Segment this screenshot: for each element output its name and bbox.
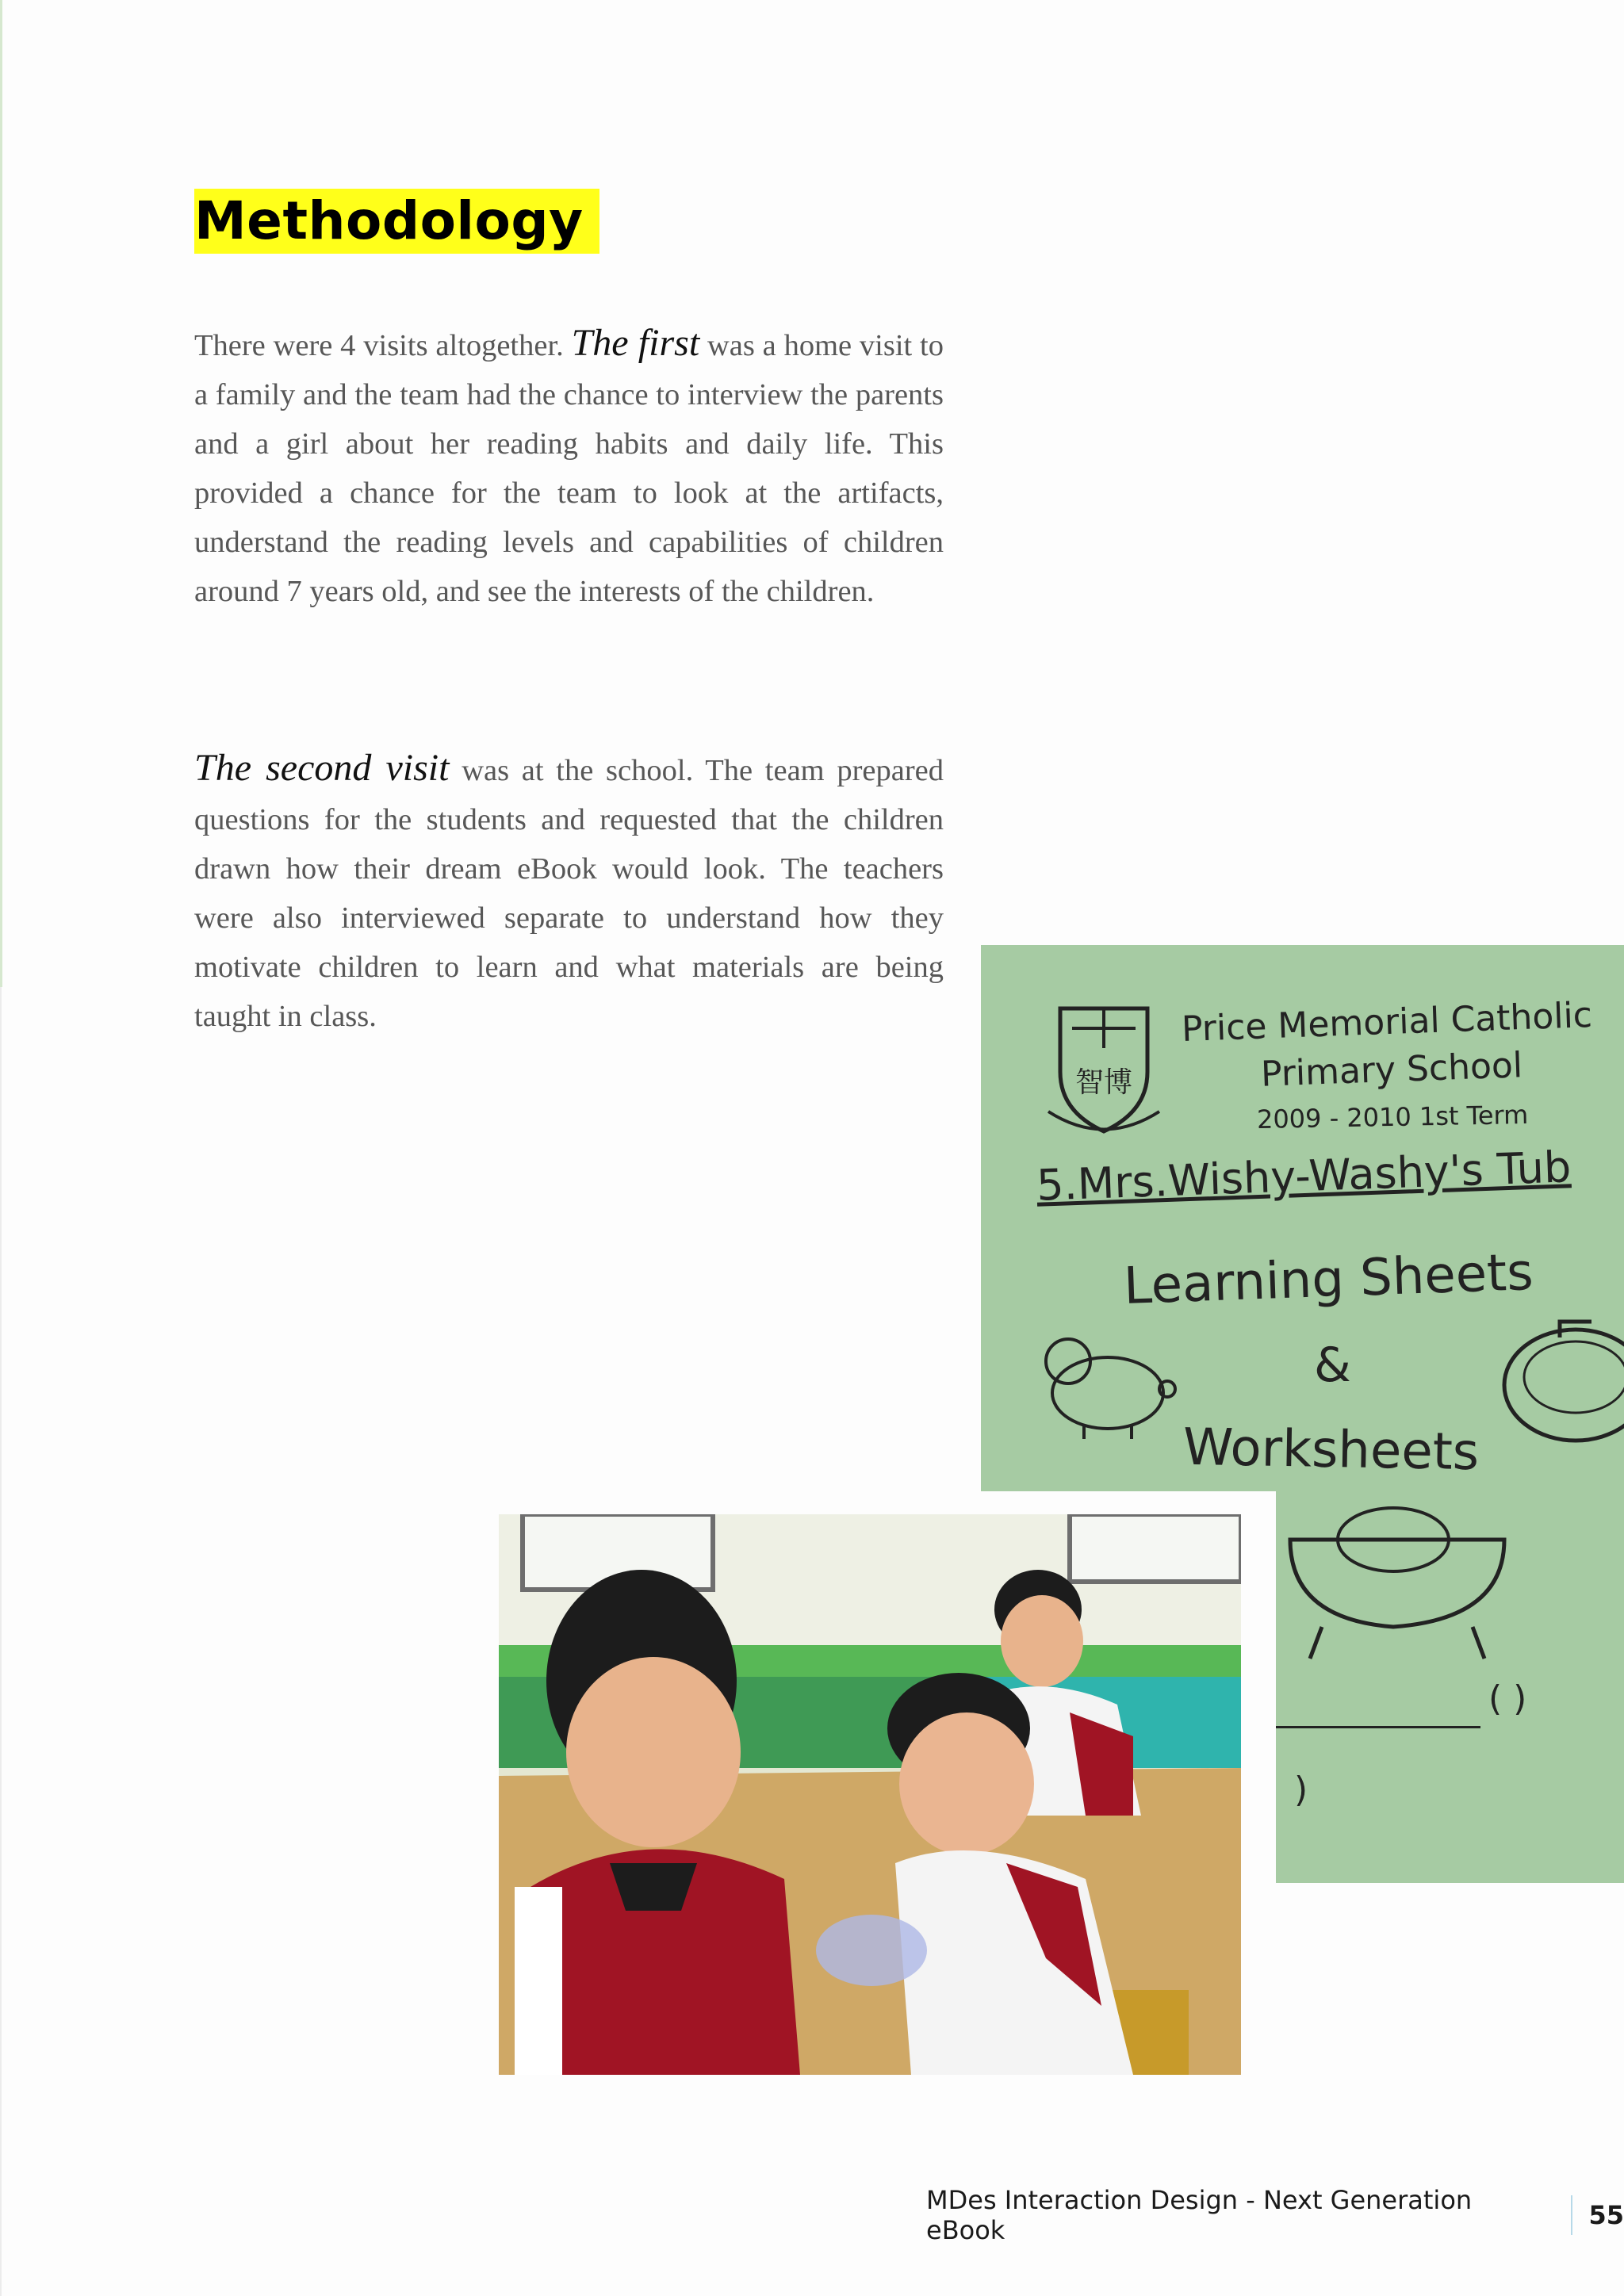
- crest-text: 智博: [1074, 1066, 1133, 1099]
- paragraph-second-visit: [194, 744, 944, 1041]
- paragraph-text: was at the school. The team prepared questions for the students and requested that the children drawn how their dream eBook would look. The teachers were also interviewed separate to understand how they motivate children to learn and what materials are being taught in class.: [194, 754, 944, 1033]
- page-heading: Methodology: [194, 189, 599, 254]
- page-edge: [0, 0, 2, 987]
- photo-frame: [499, 1491, 1276, 1515]
- paragraph-first-visit: [194, 319, 944, 616]
- paragraph-text: There were 4 visits altogether.: [194, 329, 572, 362]
- parenthesis-text: ( ): [1488, 1678, 1527, 1719]
- cover-title-line: Learning Sheets: [1122, 1243, 1534, 1316]
- book-title-line: 5.Mrs.Wishy-Washy's Tub: [1036, 1142, 1572, 1211]
- photo-frame: [1241, 1491, 1276, 1883]
- emphasis-text: The second visit: [194, 747, 450, 789]
- footer-separator: [1571, 2195, 1572, 2235]
- cow-doodle-image: [1036, 1322, 1179, 1441]
- emphasis-text: The first: [571, 322, 700, 364]
- bathtub-pig-doodle-image: [1282, 1492, 1520, 1667]
- classroom-photo-illustration: [499, 1514, 1241, 2075]
- cover-title-line: Worksheets: [1182, 1418, 1480, 1483]
- term-line: 2009 - 2010 1st Term: [1256, 1100, 1529, 1135]
- school-crest-image: [1040, 1001, 1167, 1143]
- footer-title: MDes Interaction Design - Next Generation eBook: [926, 2185, 1473, 2245]
- classroom-children-photo: [499, 1514, 1241, 2075]
- school-name-line: Price Memorial Catholic: [1181, 994, 1593, 1050]
- parenthesis-text: ): [1294, 1770, 1308, 1810]
- page-footer: [926, 2185, 1624, 2245]
- washbasin-doodle-image: [1496, 1306, 1624, 1448]
- page-number: 55: [1588, 2200, 1624, 2230]
- paragraph-text: was a home visit to a family and the team had the chance to interview the parents and a girl about her reading habits and daily life. This provided a chance for the team to look at the artifacts, understand the reading levels and capabilities of children around 7 years old, and see the interests of the children.: [194, 329, 944, 608]
- page-edge: [0, 987, 2, 2296]
- school-name-line: Primary School: [1260, 1045, 1523, 1095]
- cover-ampersand: &: [1314, 1337, 1351, 1393]
